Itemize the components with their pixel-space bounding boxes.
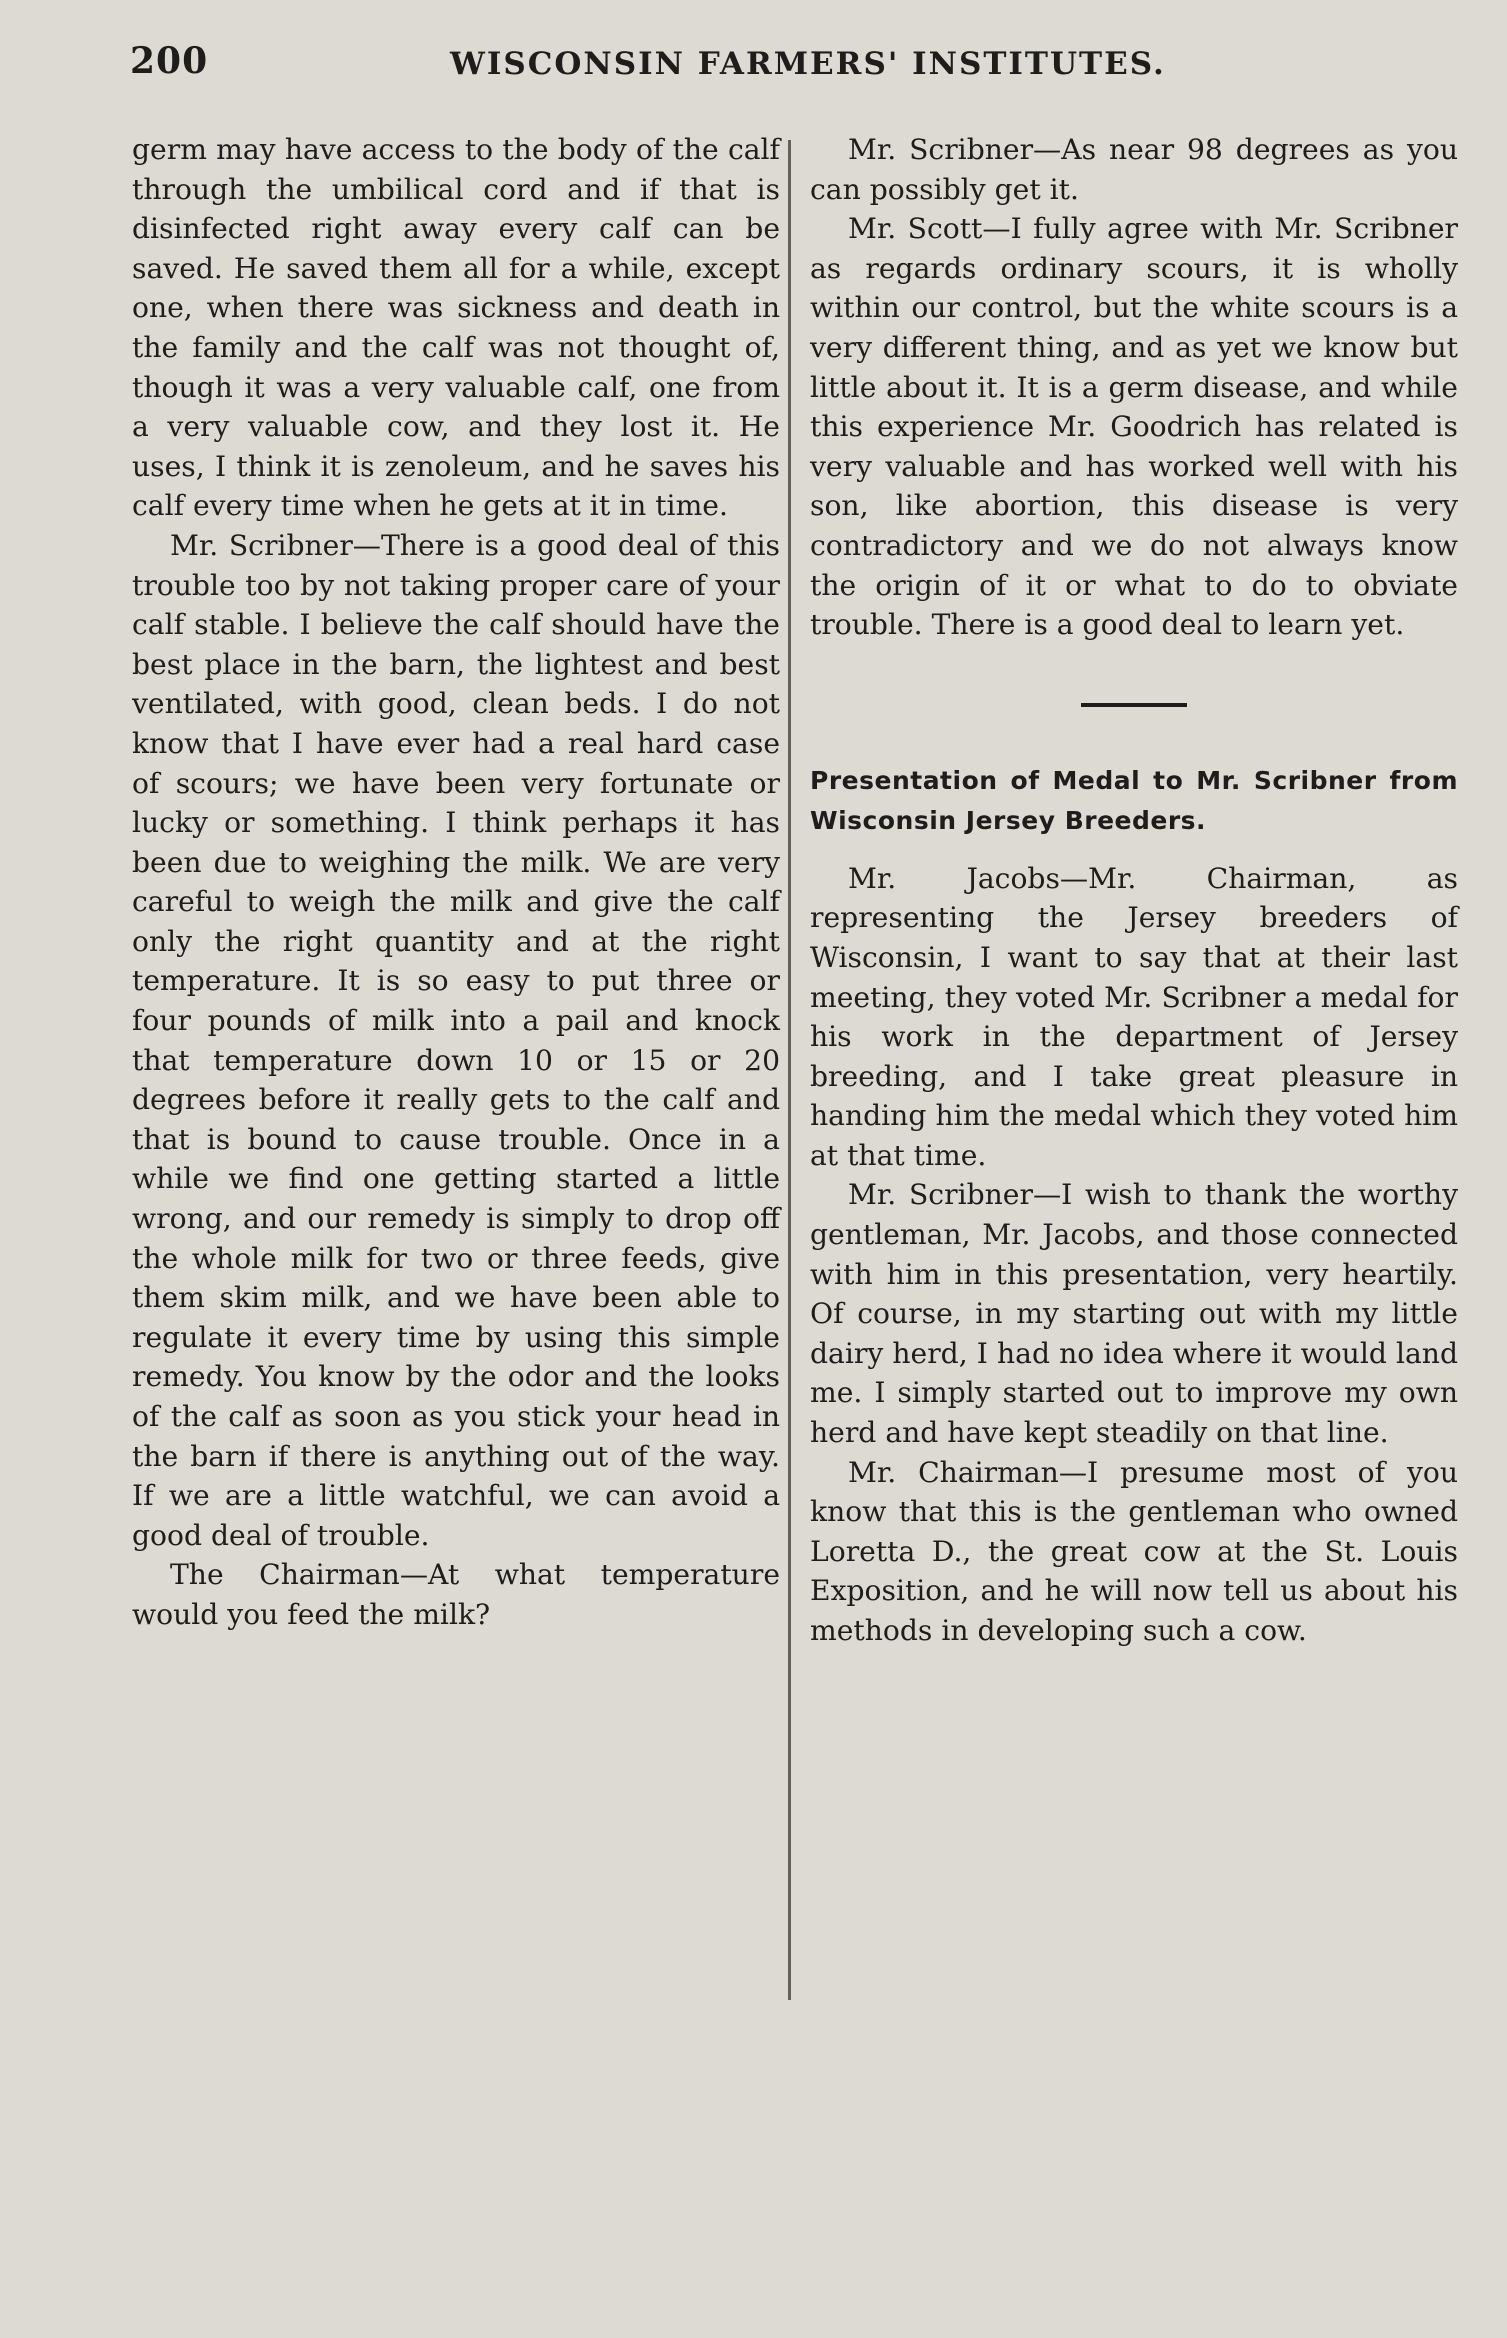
right-column <box>810 130 1458 1651</box>
running-title: WISCONSIN FARMERS' INSTITUTES. <box>450 46 1166 82</box>
paragraph-scott-white-scours: Mr. Scott—I fully agree with Mr. Scribner as regards ordinary scours, it is wholly within our control, but the white scours is a very different thing, and as yet we know but little about it. It is a germ disease, and while this experience Mr. Goodrich has related is very valuable and has worked well with his son, like abortion, this disease is very contradictory and we do not always know the origin of it or what to do to obviate trouble. There is a good deal to learn yet. <box>810 212 1458 642</box>
column-divider-rule <box>788 140 791 2000</box>
page-header <box>130 40 1450 100</box>
paragraph-scribner-thanks: Mr. Scribner—I wish to thank the worthy gentleman, Mr. Jacobs, and those connected with him in this presentation, very heartily. Of course, in my starting out with my little dairy herd, I had no idea where it would land me. I simply started out to improve my own herd and have kept steadily on that line. <box>810 1178 1458 1450</box>
page-number: 200 <box>130 40 209 82</box>
paragraph-jacobs-medal: Mr. Jacobs—Mr. Chairman, as representing the Jersey breeders of Wisconsin, I want to say that at their last meeting, they voted Mr. Scribner a medal for his work in the department of Jersey breeding, and I take great pleasure in handing him the medal which they voted him at that time. <box>810 861 1458 1172</box>
paragraph-scribner-stable: Mr. Scribner—There is a good deal of this trouble too by not taking proper care of your calf stable. I believe the calf should have the best place in the barn, the lightest and best ventilated, with good, clean beds. I do not know that I have ever had a real hard case of scours; we have been very fortunate or lucky or something. I think perhaps it has been due to weighing the milk. We are very careful to weigh the milk and give the calf only the right quantity and at the right temperature. It is so easy to put three or four pounds of milk into a pail and knock that temperature down 10 or 15 or 20 degrees before it really gets to the calf and that is bound to cause trouble. Once in a while we find one getting started a little wrong, and our remedy is simply to drop off the whole milk for two or three feeds, give them skim milk, and we have been able to regulate it every time by using this simple remedy. You know by the odor and the looks of the calf as soon as you stick your head in the barn if there is anything out of the way. If we are a little watchful, we can avoid a good deal of trouble. <box>132 528 780 1552</box>
paragraph-chairman-question: The Chairman—At what temperature would you feed the milk? <box>132 1558 780 1631</box>
paragraph-chairman-loretta: Mr. Chairman—I presume most of you know that this is the gentleman who owned Loretta D., the great cow at the St. Louis Exposition, and he will now tell us about his methods in developing such a cow. <box>810 1455 1458 1647</box>
section-heading: Presentation of Medal to Mr. Scribner from Wisconsin Jersey Breeders. <box>810 765 1458 835</box>
paragraph-continued: germ may have access to the body of the calf through the umbilical cord and if that is disinfected right away every calf can be saved. He saved them all for a while, except one, when there was sickness and death in the family and the calf was not thought of, though it was a very valuable calf, one from a very valuable cow, and they lost it. He uses, I think it is zenoleum, and he saves his calf every time when he gets at it in time. <box>132 133 780 523</box>
section-divider <box>1081 703 1187 707</box>
paragraph-scribner-temperature: Mr. Scribner—As near 98 degrees as you can possibly get it. <box>810 133 1458 206</box>
left-column <box>132 130 780 1635</box>
